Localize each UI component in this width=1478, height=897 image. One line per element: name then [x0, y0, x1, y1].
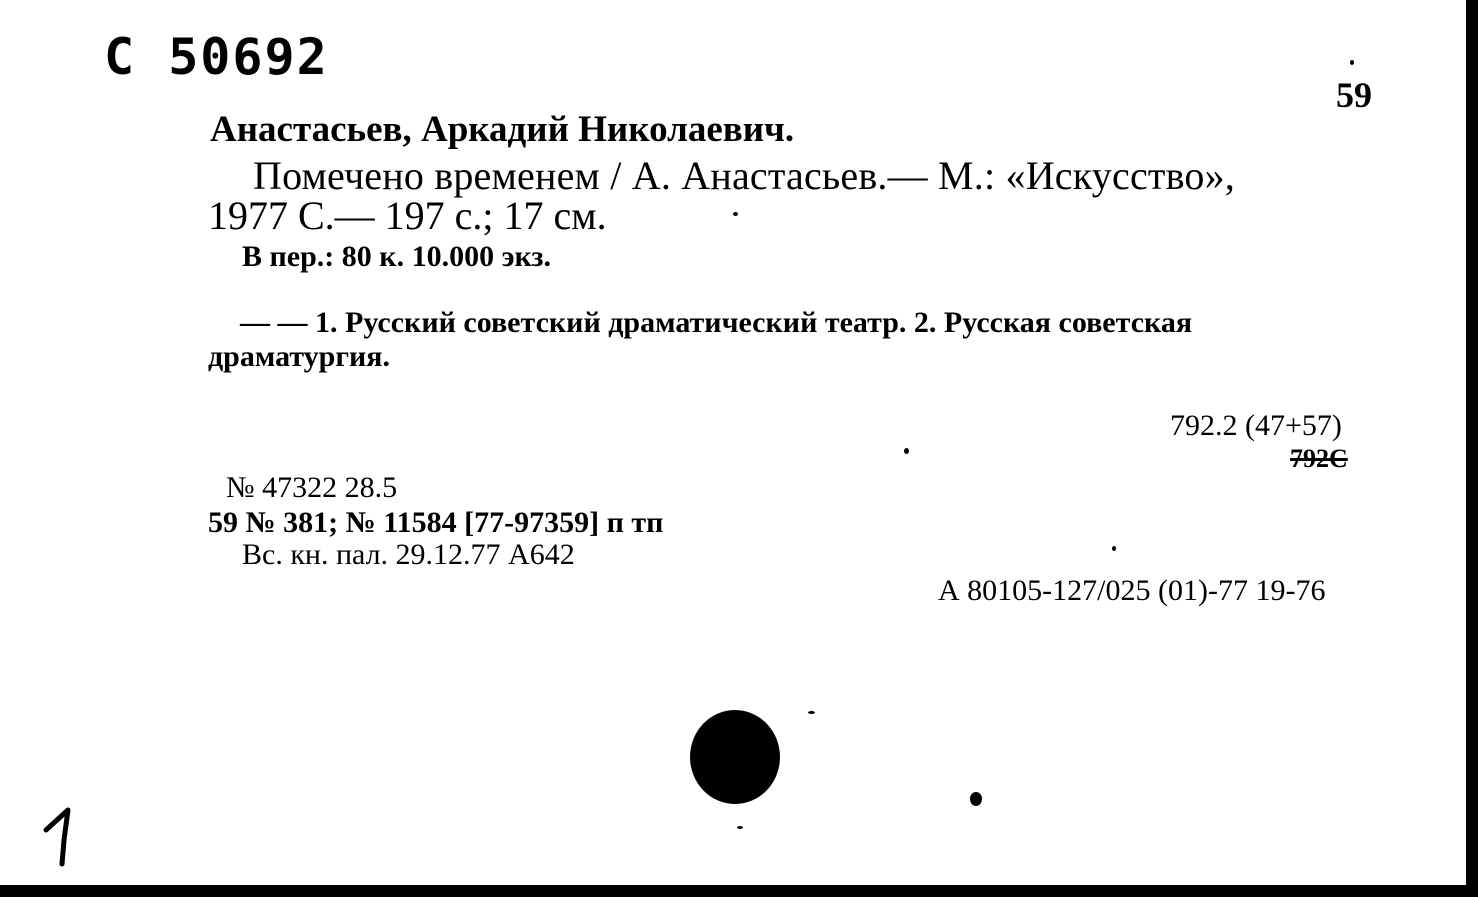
speck-mark: [808, 711, 815, 714]
price-and-print-run: В пер.: 80 к. 10.000 экз.: [242, 240, 551, 273]
speck-mark: [904, 448, 909, 454]
speck-mark: [733, 212, 738, 216]
catalog-numbers-line: 59 № 381; № 11584 [77-97359] п тп: [208, 506, 664, 539]
corner-number: 59: [1336, 75, 1372, 115]
punch-hole: [690, 710, 780, 804]
subject-headings-line-1: — — 1. Русский советский драматический театр. 2. Русская советская: [240, 306, 1193, 339]
speck-mark: [1112, 546, 1116, 551]
author-heading: Анастасьев, Аркадий Николаевич.: [210, 109, 795, 150]
order-number-line: № 47322 28.5: [226, 471, 398, 504]
speck-mark: [737, 826, 743, 829]
speck-mark: [1350, 60, 1354, 65]
title-line-1: Помечено временем / А. Анастасьев.— М.: «Искусство»,: [253, 153, 1236, 198]
subject-headings-line-2: драматургия.: [208, 340, 390, 373]
speck-mark: [970, 792, 982, 806]
struck-classification-code: 792С: [1290, 444, 1348, 473]
book-chamber-line: Вс. кн. пал. 29.12.77 А642: [242, 538, 575, 571]
title-line-2: 1977 С.— 197 с.; 17 см.: [208, 193, 607, 238]
classification-code: 792.2 (47+57): [1170, 409, 1342, 442]
publication-index-code: А 80105-127/025 (01)-77 19-76: [938, 574, 1326, 607]
handwritten-digit-mark: [38, 800, 88, 870]
handwritten-catalog-number: С 50692: [104, 28, 329, 86]
